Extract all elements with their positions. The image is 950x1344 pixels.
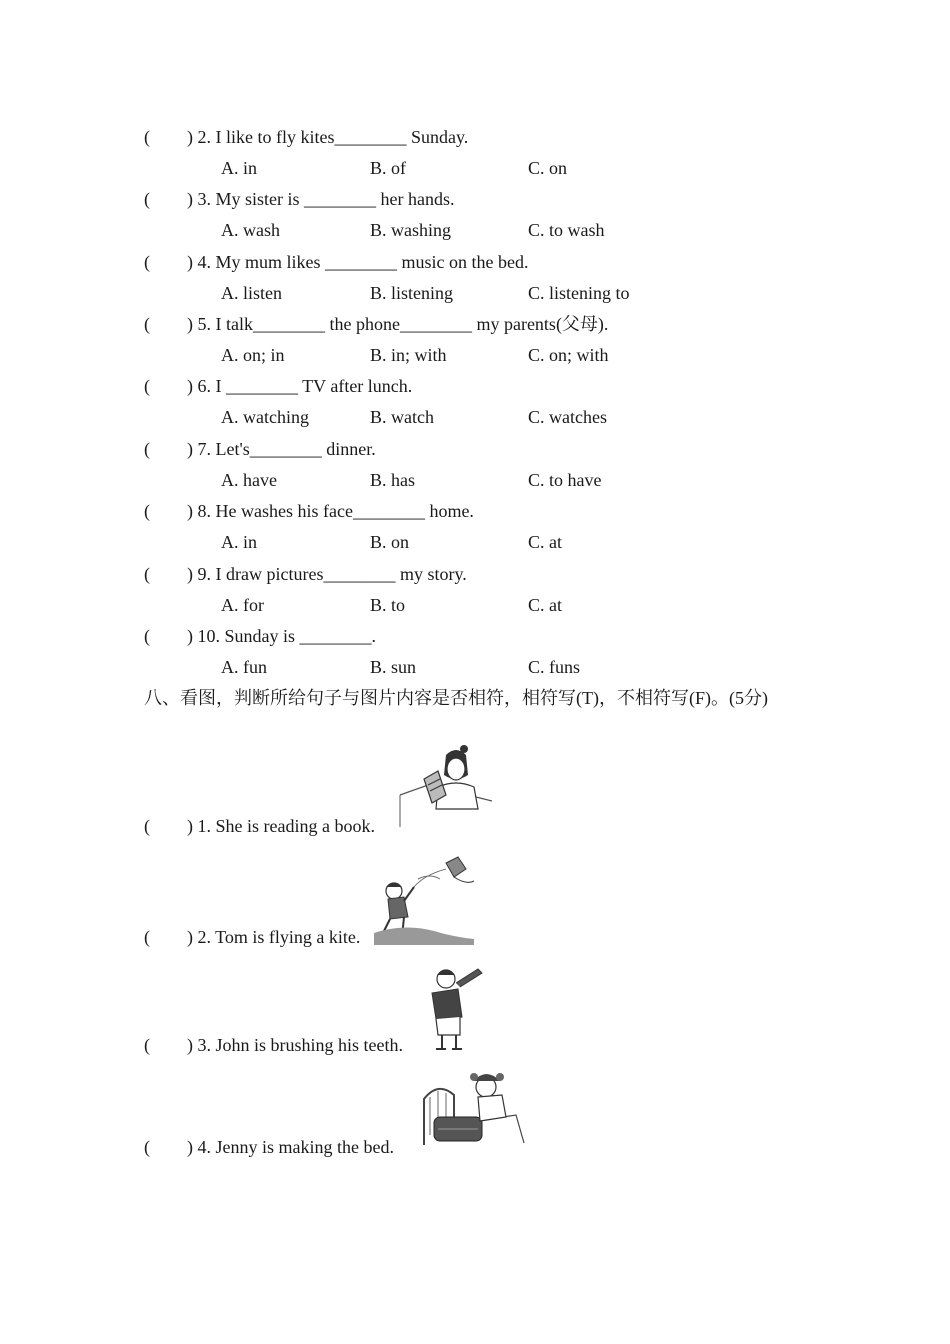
answer-paren[interactable]: ( <box>144 376 150 396</box>
question-text: ) 2. Tom is flying a kite. <box>187 927 361 947</box>
option-c: C. listening to <box>528 283 630 303</box>
option-b: B. watch <box>370 407 434 427</box>
question-text: ) 10. Sunday is ________. <box>187 626 376 646</box>
question-text: ) 8. He washes his face________ home. <box>187 501 474 521</box>
option-c: C. on <box>528 158 568 178</box>
option-c: C. to have <box>528 470 602 490</box>
option-b: B. has <box>370 470 415 490</box>
answer-paren[interactable]: ( <box>144 127 150 147</box>
question-text: ) 3. My sister is ________ her hands. <box>187 189 455 209</box>
answer-paren[interactable]: ( <box>144 189 150 209</box>
option-b: B. of <box>370 158 406 178</box>
option-a: A. listen <box>221 283 282 303</box>
option-b: B. on <box>370 532 410 552</box>
answer-paren[interactable]: ( <box>144 1035 150 1055</box>
option-b: B. sun <box>370 657 417 677</box>
question-text: ) 6. I ________ TV after lunch. <box>187 376 413 396</box>
option-a: A. for <box>221 595 264 615</box>
answer-paren[interactable]: ( <box>144 252 150 272</box>
option-a: A. have <box>221 470 277 490</box>
question-text: ) 7. Let's________ dinner. <box>187 439 376 459</box>
question-text: ) 4. Jenny is making the bed. <box>187 1137 394 1157</box>
option-a: A. fun <box>221 657 267 677</box>
answer-paren[interactable]: ( <box>144 564 150 584</box>
option-c: C. at <box>528 595 562 615</box>
option-a: A. in <box>221 532 257 552</box>
girl-reading-icon <box>398 745 494 829</box>
option-c: C. watches <box>528 407 607 427</box>
girl-making-bed-icon <box>420 1065 526 1147</box>
question-text: ) 9. I draw pictures________ my story. <box>187 564 467 584</box>
answer-paren[interactable]: ( <box>144 626 150 646</box>
option-b: B. listening <box>370 283 454 303</box>
answer-paren[interactable]: ( <box>144 314 150 334</box>
option-c: C. at <box>528 532 562 552</box>
answer-paren[interactable]: ( <box>144 927 150 947</box>
option-b: B. to <box>370 595 406 615</box>
question-text: ) 4. My mum likes ________ music on the bed. <box>187 252 529 272</box>
question-text: ) 2. I like to fly kites________ Sunday. <box>187 127 469 147</box>
section-8-title: 八、看图，判断所给句子与图片内容是否相符，相符写(T)，不相符写(F)。(5分) <box>144 688 768 708</box>
option-a: A. watching <box>221 407 309 427</box>
question-text: ) 5. I talk________ the phone________ my parents(父母). <box>187 314 609 334</box>
option-a: A. on; in <box>221 345 285 365</box>
boy-brushing-teeth-icon <box>422 965 490 1053</box>
option-b: B. washing <box>370 220 451 240</box>
answer-paren[interactable]: ( <box>144 501 150 521</box>
question-text: ) 3. John is brushing his teeth. <box>187 1035 403 1055</box>
option-b: B. in; with <box>370 345 447 365</box>
answer-paren[interactable]: ( <box>144 1137 150 1157</box>
option-c: C. funs <box>528 657 581 677</box>
question-text: ) 1. She is reading a book. <box>187 816 375 836</box>
option-c: C. to wash <box>528 220 605 240</box>
boy-flying-kite-icon <box>374 855 480 945</box>
answer-paren[interactable]: ( <box>144 439 150 459</box>
answer-paren[interactable]: ( <box>144 816 150 836</box>
option-c: C. on; with <box>528 345 609 365</box>
option-a: A. in <box>221 158 257 178</box>
option-a: A. wash <box>221 220 280 240</box>
